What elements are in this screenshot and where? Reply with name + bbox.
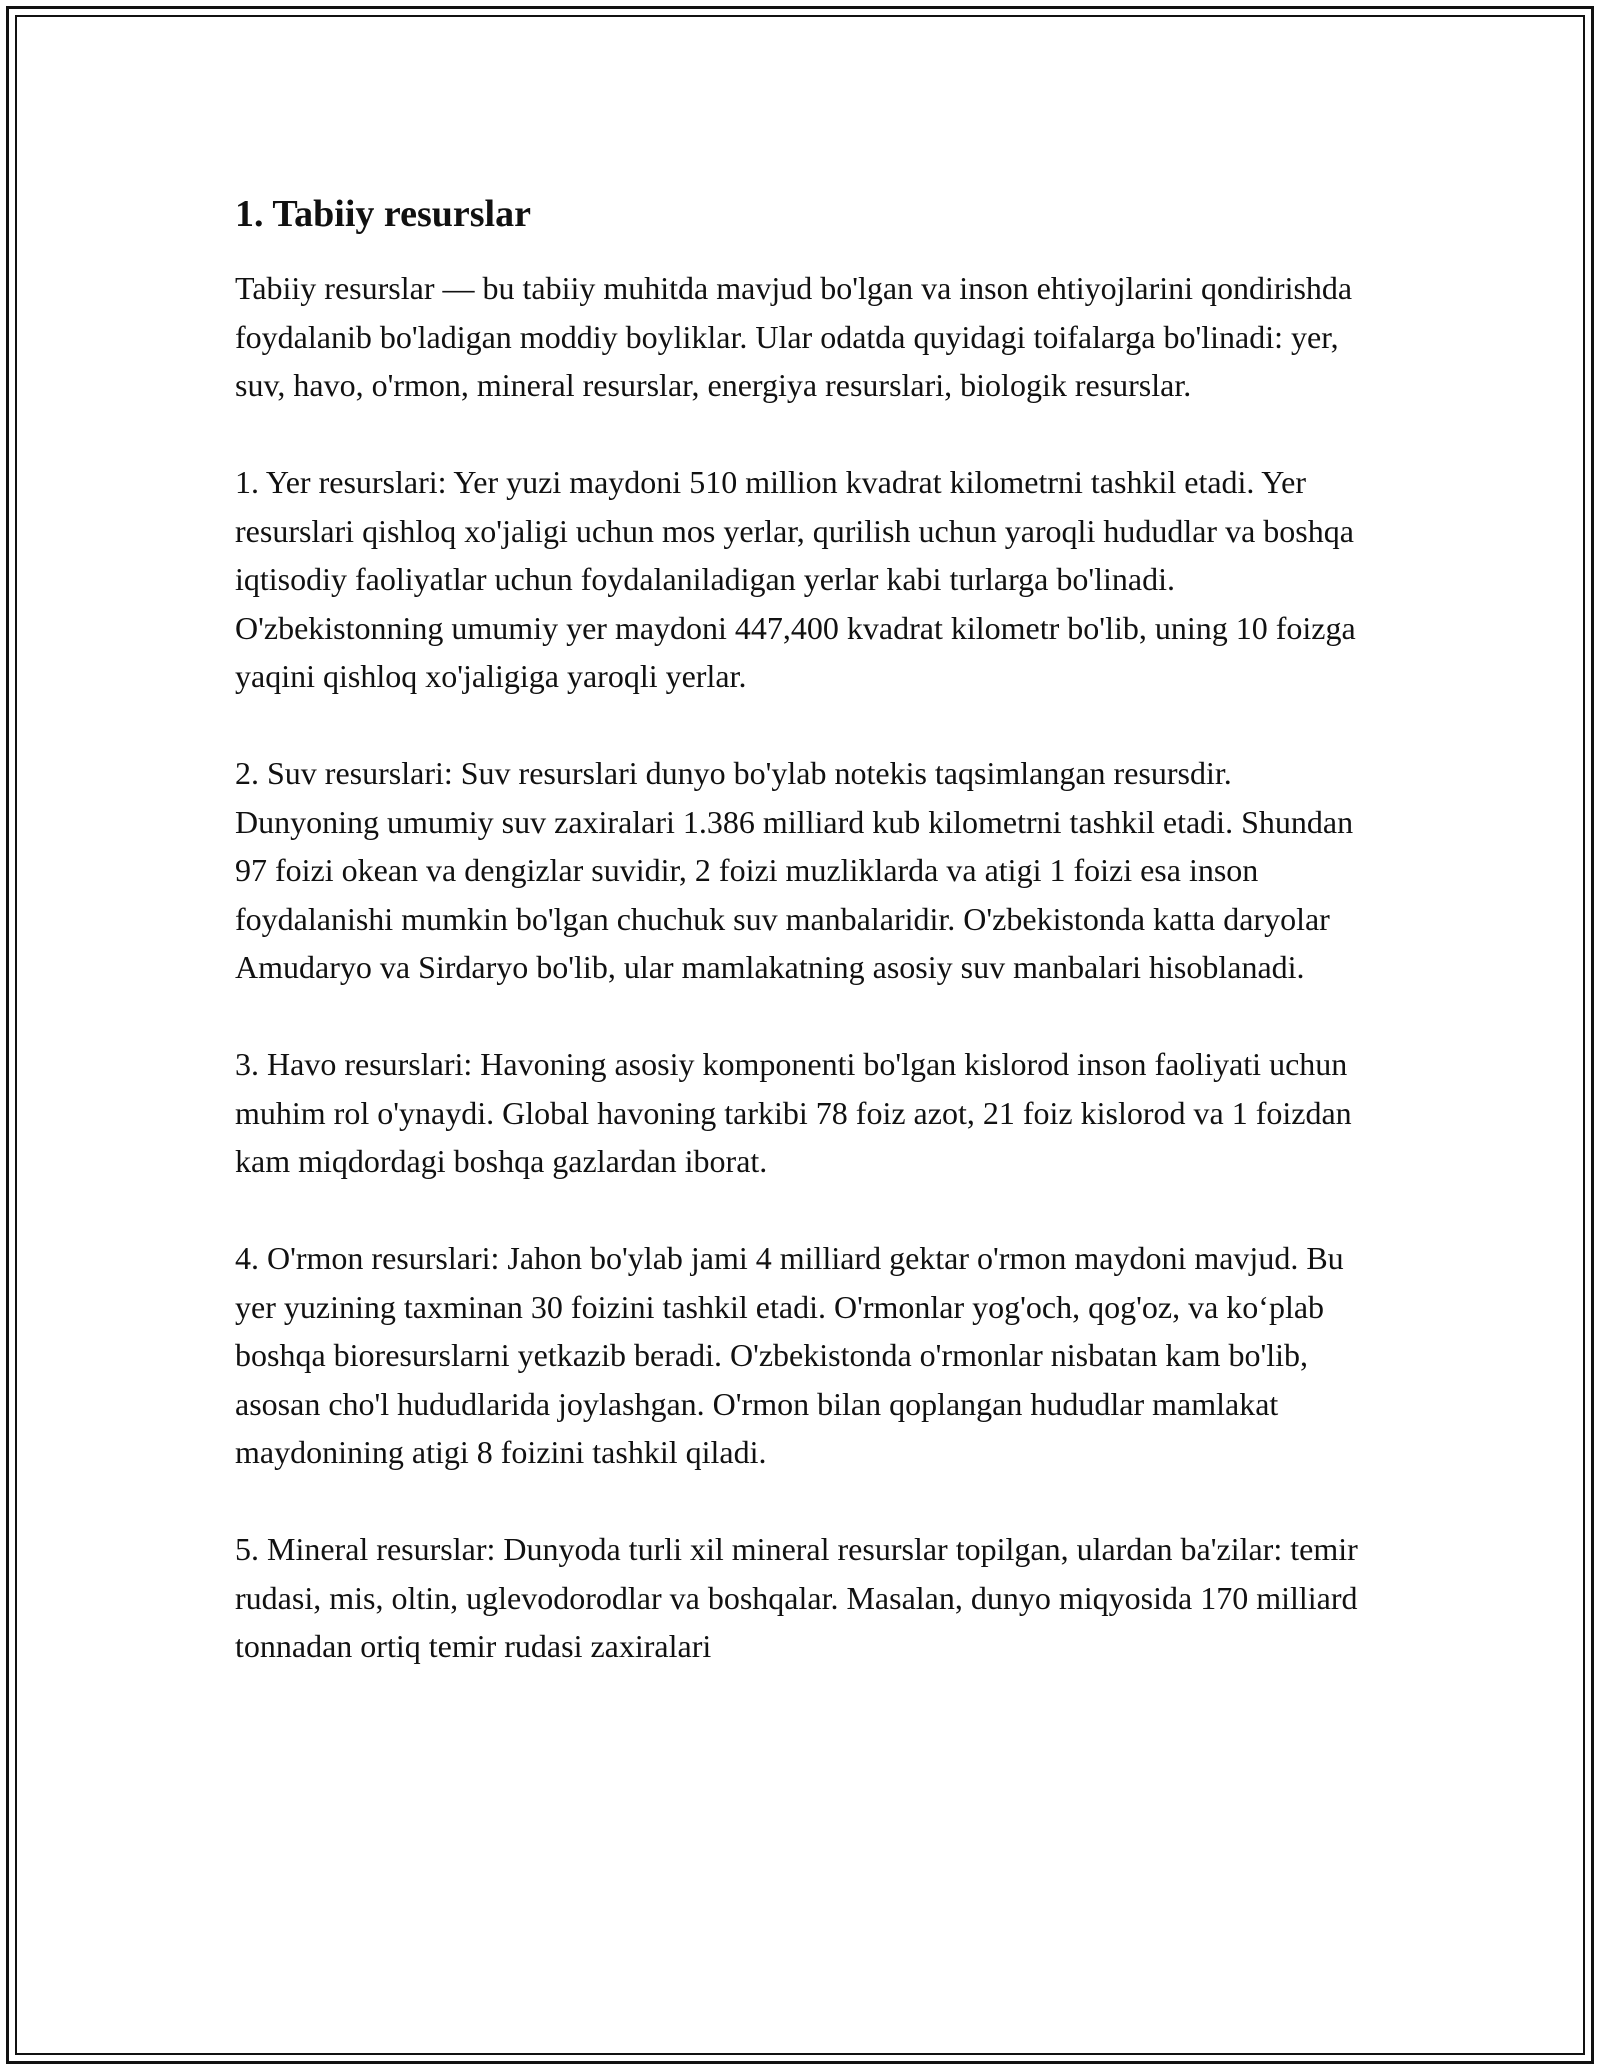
mineral-resources-paragraph: 5. Mineral resurslar: Dunyoda turli xil mineral resurslar topilgan, ulardan ba'zilar: temir rudasi, mis, oltin, uglevodorodlar va boshqalar. Masalan, dunyo miqyosida 170 milliard tonnadan ortiq temir rudasi zaxiralari	[235, 1531, 1358, 1664]
section-title: 1. Tabiiy resurslar	[235, 193, 531, 235]
water-resources-paragraph: 2. Suv resurslari: Suv resurslari dunyo bo'ylab notekis taqsimlangan resursdir. Dunyoning umumiy suv zaxiralari 1.386 milliard kub kilometrni tashkil etadi. Shundan 97 foizi okean va dengizlar suvidir, 2 foizi muzliklarda va atigi 1 foizi esa inson foydalanishi mumkin bo'lgan chuchuk suv manbalaridir. O'zbekistonda katta daryolar Amudaryo va Sirdaryo bo'lib, ular mamlakatning asosiy suv manbalari hisoblanadi.	[235, 755, 1354, 985]
air-resources-paragraph: 3. Havo resurslari: Havoning asosiy komponenti bo'lgan kislorod inson faoliyati uchun muhim rol o'ynaydi. Global havoning tarkibi 78 foiz azot, 21 foiz kislorod va 1 foizdan kam miqdordagi boshqa gazlardan iborat.	[235, 1046, 1352, 1179]
intro-paragraph: Tabiiy resurslar — bu tabiiy muhitda mavjud bo'lgan va inson ehtiyojlarini qondirishda foydalanib bo'ladigan moddiy boyliklar. Ular odatda quyidagi toifalarga bo'linadi: yer, suv, havo, o'rmon, mineral resurslar, energiya resurslari, biologik resurslar.	[235, 270, 1353, 403]
land-resources-paragraph: 1. Yer resurslari: Yer yuzi maydoni 510 million kvadrat kilometrni tashkil etadi. Yer resurslari qishloq xo'jaligi uchun mos yerlar, qurilish uchun yaroqli hududlar va boshqa iqtisodiy faoliyatlar uchun foydalaniladigan yerlar kabi turlarga bo'linadi. O'zbekistonning umumiy yer maydoni 447,400 kvadrat kilometr bo'lib, uning 10 foizga yaqini qishloq xo'jaligiga yaroqli yerlar.	[235, 464, 1356, 694]
forest-resources-paragraph: 4. O'rmon resurslari: Jahon bo'ylab jami 4 milliard gektar o'rmon maydoni mavjud. Bu yer yuzining taxminan 30 foizini tashkil etadi. O'rmonlar yog'och, qog'oz, va ko‘plab boshqa bioresurslarni yetkazib beradi. O'zbekistonda o'rmonlar nisbatan kam bo'lib, asosan cho'l hududlarida joylashgan. O'rmon bilan qoplangan hududlar mamlakat maydonining atigi 8 foizini tashkil qiladi.	[235, 1240, 1344, 1470]
document-body	[235, 190, 1375, 1671]
